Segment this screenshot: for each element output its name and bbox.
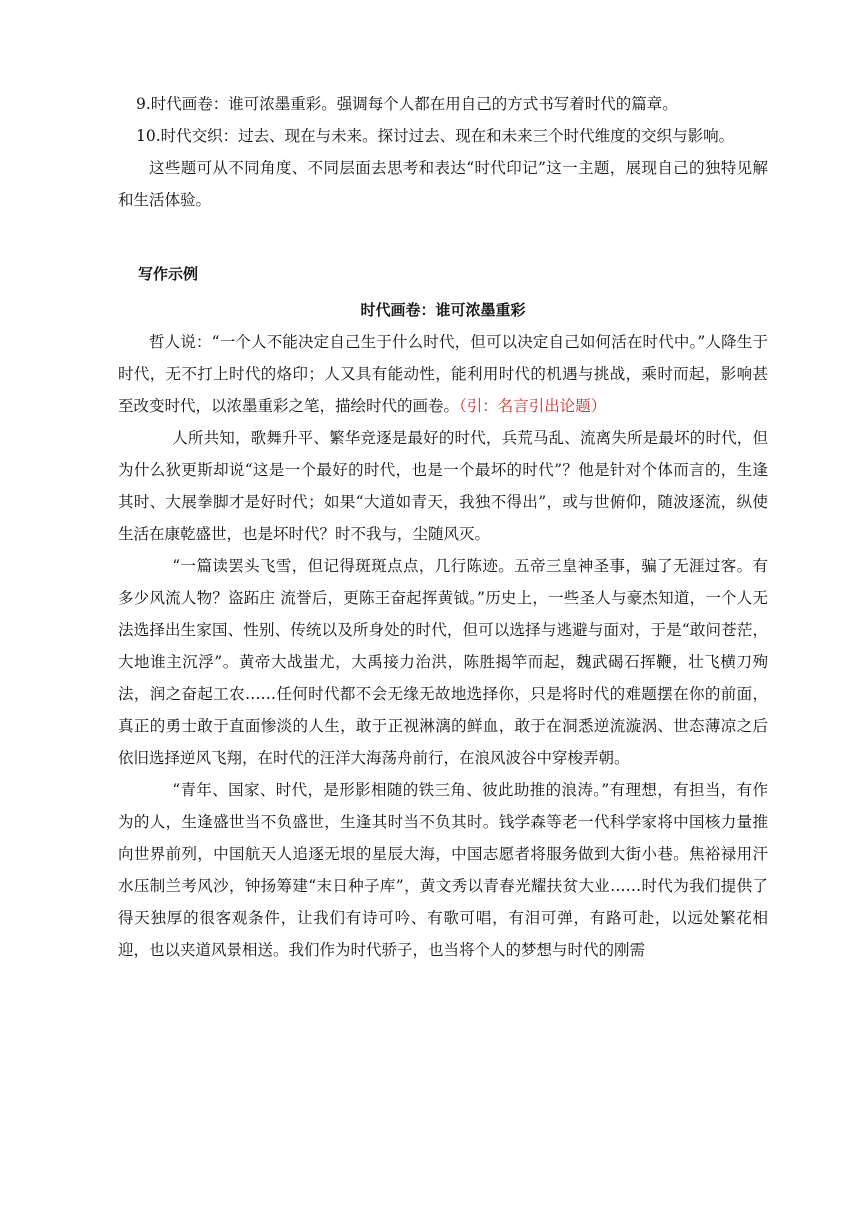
paragraph-3: “一篇读罢头飞雪，但记得斑斑点点，几行陈迹。五帝三皇神圣事，骗了无涯过客。有多少风流人物？盗跖庄 流誉后，更陈王奋起挥黄钺。”历史上，一些圣人与豪杰知道，一个人无法选择出生家国、性别、传统以及所身处的时代，但可以选择与逃避与面对，于是“敢问苍茫，大地谁主沉浮”。黄帝大战蚩尤，大禹接力治洪，陈胜揭竿而起，魏武碣石挥鞭，壮飞横刀殉法，润之奋起工农……任何时代都不会无缘无故地选择你，只是将时代的难题摆在你的前面，真正的勇士敢于直面惨淡的人生，敢于正视淋漓的鲜血，敢于在洞悉逆流漩涡、世态薄凉之后依旧选择逆风飞翔，在时代的汪洋大海荡舟前行，在浪风波谷中穿梭弄朝。 <box>118 557 768 767</box>
spacer <box>118 216 768 248</box>
paragraph-4: “青年、国家、时代，是形影相随的铁三角、彼此助推的浪涛。”有理想，有担当，有作为的人，生逢盛世当不负盛世，生逢其时当不负其时。钱学森等老一代科学家将中国核力量推向世界前列，中国航天人追逐无垠的星辰大海，中国志愿者将服务做到大街小巷。焦裕禄用汗水压制兰考风沙，钟扬筹建“末日种子库”，黄文秀以青春光耀扶贫大业……时代为我们提供了得天独厚的很客观条件，让我们有诗可吟、有歌可唱，有泪可弹，有路可赴，以远处繁花相迎，也以夹道风景相送。我们作为时代骄子，也当将个人的梦想与时代的刚需 <box>118 781 768 959</box>
list-item-9: 9.时代画卷：谁可浓墨重彩。强调每个人都在用自己的方式书写着时代的篇章。 <box>136 95 678 113</box>
list-item-10: 10.时代交织：过去、现在与未来。探讨过去、现在和未来三个时代维度的交织与影响。 <box>136 127 735 145</box>
summary-paragraph: 这些题可从不同角度、不同层面去思考和表达“时代印记”这一主题，展现自己的独特见解和生活体验。 <box>118 159 768 209</box>
section-heading: 写作示例 <box>138 265 199 283</box>
paragraph-2: 人所共知，歌舞升平、繁华竞逐是最好的时代，兵荒马乱、流离失所是最坏的时代，但为什么狄更斯却说“这是一个最好的时代，也是一个最坏的时代”？他是针对个体而言的，生逢其时、大展拳脚才是好时代；如果“大道如青天，我独不得出”，或与世俯仰，随波逐流，纵使生活在康乾盛世，也是坏时代？时不我与，尘随风灭。 <box>118 429 768 543</box>
article-title: 时代画卷：谁可浓墨重彩 <box>360 301 526 319</box>
annotation-note: （引：名言引出论题） <box>459 397 607 415</box>
paragraph-1 <box>118 326 768 422</box>
document-body <box>118 88 768 966</box>
paragraph-1-text: 哲人说：“一个人不能决定自己生于什么时代，但可以决定自己如何活在时代中。”人降生于时代，无不打上时代的烙印；人又具有能动性，能利用时代的机遇与挑战，乘时而起，影响甚至改变时代，以浓墨重彩之笔，描绘时代的画卷。 <box>118 333 768 415</box>
